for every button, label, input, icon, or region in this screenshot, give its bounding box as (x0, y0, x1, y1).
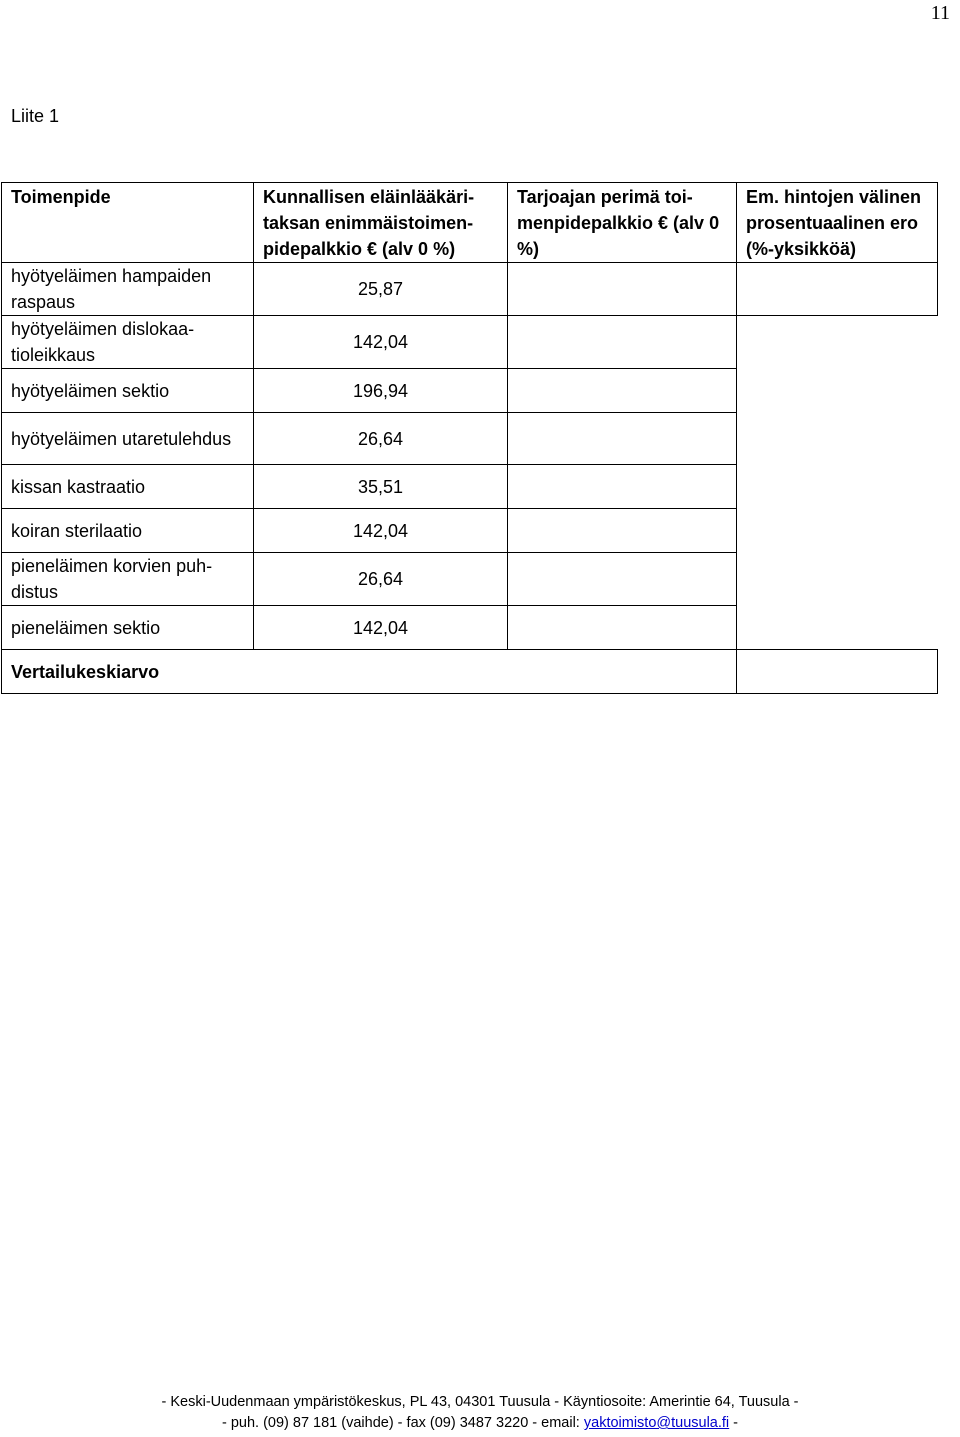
fee-cell: 142,04 (254, 316, 508, 369)
offered-fee-cell[interactable] (508, 413, 737, 465)
difference-cell[interactable] (737, 263, 938, 316)
footer-address: - Keski-Uudenmaan ympäristökeskus, PL 43, 04301 Tuusula - Käyntiosoite: Amerintie 64, Tuusula - (161, 1394, 799, 1410)
email-link[interactable]: yaktoimisto@tuusula.fi (583, 1415, 730, 1431)
difference-cell[interactable] (737, 413, 938, 465)
procedure-cell: hyötyeläimen hampaiden raspaus (2, 263, 254, 316)
difference-cell[interactable] (737, 606, 938, 650)
procedure-cell: pieneläimen sektio (2, 606, 254, 650)
header-offered-fee: Tarjoajan perimä toimenpidepalkkio € (alv 0 %) (508, 183, 737, 263)
fee-cell: 26,64 (254, 553, 508, 606)
offered-fee-cell[interactable] (508, 263, 737, 316)
procedure-cell: hyötyeläimen utaretulehdus (2, 413, 254, 465)
table-row (2, 465, 938, 509)
table-row (2, 553, 938, 606)
fee-cell: 25,87 (254, 263, 508, 316)
offered-fee-cell[interactable] (508, 369, 737, 413)
footer-contact (0, 1413, 960, 1434)
footer-contact-suffix: - (729, 1415, 739, 1431)
fee-cell: 142,04 (254, 606, 508, 650)
procedure-cell: koiran sterilaatio (2, 509, 254, 553)
difference-cell[interactable] (737, 465, 938, 509)
offered-fee-cell[interactable] (508, 553, 737, 606)
price-comparison-table (1, 182, 938, 694)
comparison-label: Vertailukeskiarvo (2, 650, 737, 694)
difference-cell[interactable] (737, 509, 938, 553)
offered-fee-cell[interactable] (508, 316, 737, 369)
difference-cell[interactable] (737, 553, 938, 606)
header-municipal-fee: Kunnallisen eläinlääkäritaksan enimmäistoimenpidepalkkio € (alv 0 %) (254, 183, 508, 263)
procedure-cell: kissan kastraatio (2, 465, 254, 509)
table-row (2, 263, 938, 316)
table-header-row (2, 183, 938, 263)
header-percentage-difference: Em. hintojen välinen prosentuaalinen ero (%-yksikköä) (737, 183, 938, 263)
procedure-cell: hyötyeläimen sektio (2, 369, 254, 413)
table-row (2, 606, 938, 650)
procedure-cell: pieneläimen korvien puhdistus (2, 553, 254, 606)
footer-contact-prefix: - puh. (09) 87 181 (vaihde) - fax (09) 3487 3220 - email: (221, 1415, 584, 1431)
offered-fee-cell[interactable] (508, 509, 737, 553)
table-row (2, 413, 938, 465)
offered-fee-cell[interactable] (508, 606, 737, 650)
difference-cell[interactable] (737, 369, 938, 413)
page-number: 11 (930, 2, 950, 24)
table-row (2, 316, 938, 369)
fee-cell: 35,51 (254, 465, 508, 509)
fee-cell: 26,64 (254, 413, 508, 465)
header-procedure: Toimenpide (2, 183, 254, 263)
offered-fee-cell[interactable] (508, 465, 737, 509)
table-row (2, 369, 938, 413)
table-row (2, 509, 938, 553)
procedure-cell: hyötyeläimen dislokaatioleikkaus (2, 316, 254, 369)
appendix-title: Liite 1 (11, 106, 60, 126)
fee-cell: 196,94 (254, 369, 508, 413)
comparison-value-cell[interactable] (737, 650, 938, 694)
difference-cell[interactable] (737, 316, 938, 369)
comparison-row (2, 650, 938, 694)
fee-cell: 142,04 (254, 509, 508, 553)
